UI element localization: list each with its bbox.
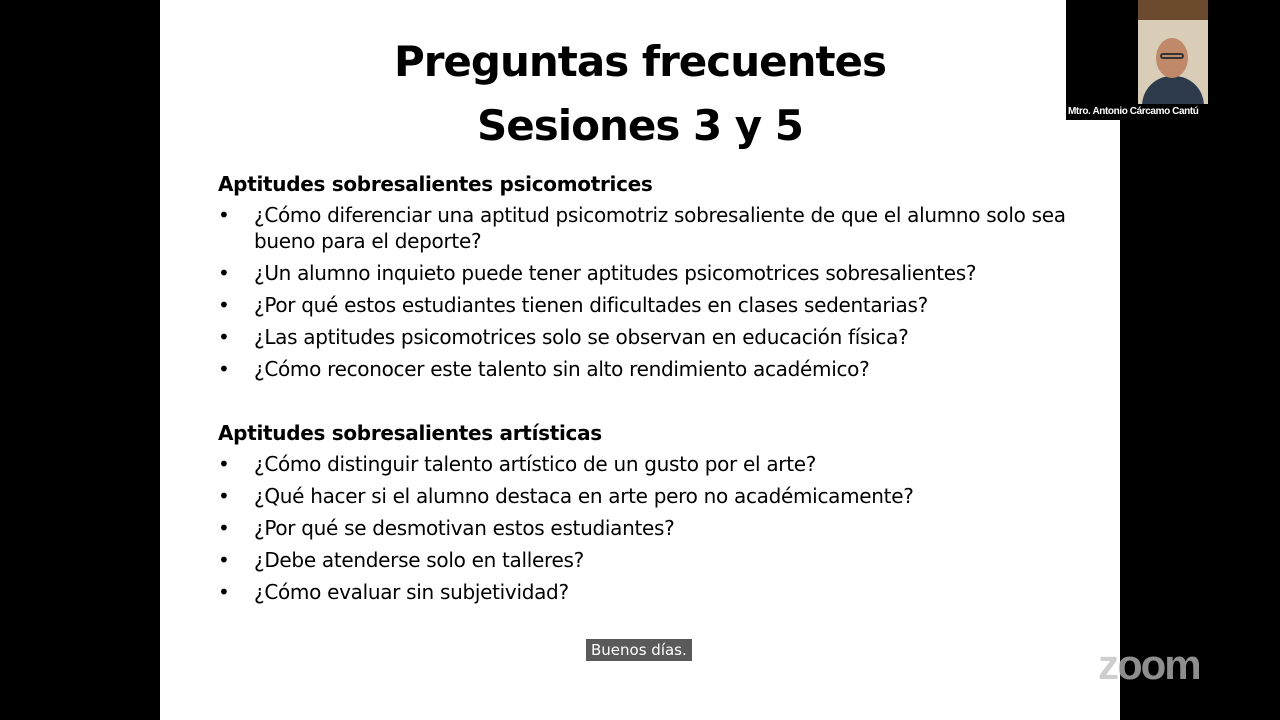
- question-text: ¿Qué hacer si el alumno destaca en arte pero no académicamente?: [254, 484, 914, 508]
- section-artisticas: [218, 419, 1078, 611]
- question-text: ¿Debe atenderse solo en talleres?: [254, 548, 584, 572]
- list-item: [218, 356, 1078, 382]
- list-item: [218, 483, 1078, 509]
- bullet-icon: •: [218, 203, 230, 227]
- question-text: ¿Cómo distinguir talento artístico de un gusto por el arte?: [254, 452, 817, 476]
- list-item: [218, 292, 1078, 318]
- list-item: [218, 324, 1078, 350]
- list-item: [218, 515, 1078, 541]
- bullet-icon: •: [218, 293, 230, 317]
- zoom-logo: zoom: [1098, 641, 1200, 688]
- question-text: ¿Cómo reconocer este talento sin alto rendimiento académico?: [254, 357, 870, 381]
- section-heading: Aptitudes sobresalientes psicomotrices: [218, 172, 653, 196]
- bullet-icon: •: [218, 484, 230, 508]
- slide-title-line-2: Sesiones 3 y 5: [476, 101, 804, 150]
- participant-glasses: [1160, 53, 1184, 59]
- bullet-icon: •: [218, 548, 230, 572]
- list-item: [218, 202, 1078, 254]
- question-text: ¿Cómo evaluar sin subjetividad?: [254, 580, 569, 604]
- participant-video-tile[interactable]: [1066, 0, 1216, 120]
- shared-screen-slide: [160, 0, 1120, 720]
- question-list: [218, 202, 1078, 382]
- list-item: [218, 260, 1078, 286]
- question-text: ¿Por qué se desmotivan estos estudiantes?: [254, 516, 675, 540]
- bullet-icon: •: [218, 325, 230, 349]
- question-text: ¿Por qué estos estudiantes tienen dificultades en clases sedentarias?: [254, 293, 928, 317]
- bullet-icon: •: [218, 580, 230, 604]
- bullet-icon: •: [218, 452, 230, 476]
- slide-title-line-1: Preguntas frecuentes: [393, 37, 887, 86]
- list-item: [218, 579, 1078, 605]
- question-text: ¿Las aptitudes psicomotrices solo se observan en educación física?: [254, 325, 909, 349]
- participant-name-label: Mtro. Antonio Cárcamo Cantú: [1068, 106, 1199, 117]
- bullet-icon: •: [218, 357, 230, 381]
- section-psicomotrices: [218, 170, 1078, 388]
- list-item: [218, 547, 1078, 573]
- list-item: [218, 451, 1078, 477]
- question-text: ¿Cómo diferenciar una aptitud psicomotriz sobresaliente de que el alumno solo sea bueno para el deporte?: [254, 203, 1066, 253]
- bullet-icon: •: [218, 516, 230, 540]
- live-caption: Buenos días.: [586, 639, 692, 661]
- participant-video: [1138, 0, 1208, 104]
- question-list: [218, 451, 1078, 605]
- background-shelf: [1138, 0, 1208, 20]
- question-text: ¿Un alumno inquieto puede tener aptitudes psicomotrices sobresalientes?: [254, 261, 977, 285]
- slide-title: [160, 30, 1120, 158]
- section-heading: Aptitudes sobresalientes artísticas: [218, 421, 602, 445]
- bullet-icon: •: [218, 261, 230, 285]
